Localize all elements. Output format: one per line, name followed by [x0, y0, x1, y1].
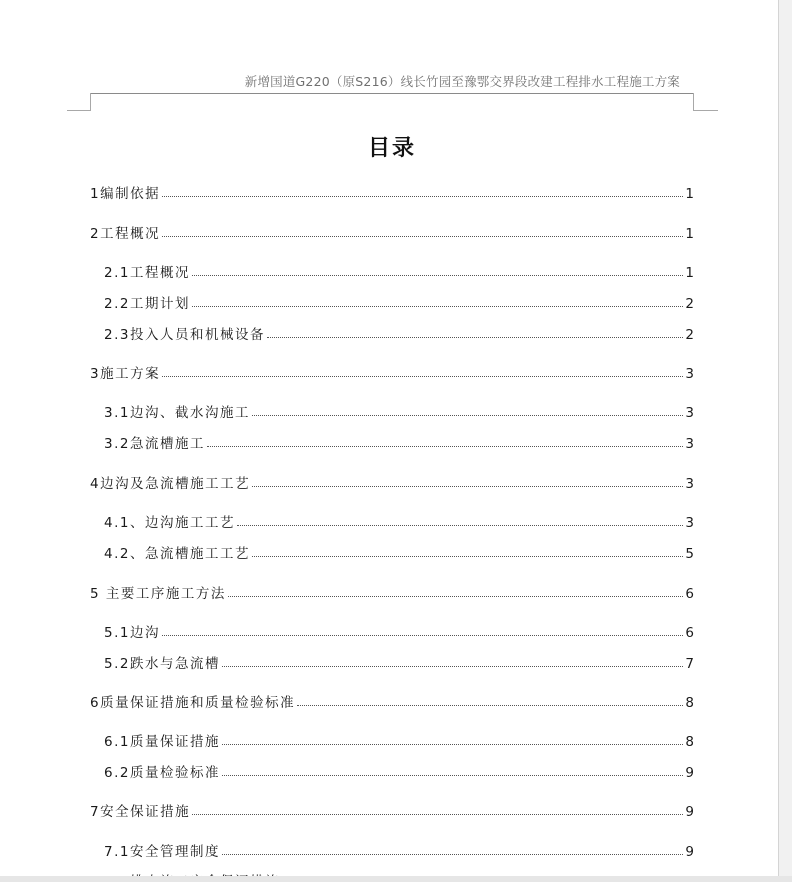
toc-dot-leader — [252, 414, 683, 416]
toc-entry-label: 2.2工期计划 — [104, 296, 190, 312]
toc-dot-leader — [252, 485, 683, 487]
toc-entry-page-number: 9 — [685, 765, 694, 781]
toc-entry[interactable] — [90, 362, 694, 382]
toc-entry[interactable] — [104, 401, 694, 421]
toc-entry-label: 7安全保证措施 — [90, 804, 191, 820]
toc-entry-label: 2.3投入人员和机械设备 — [104, 327, 265, 343]
toc-dot-leader — [207, 445, 683, 447]
toc-entry-label: 4边沟及急流槽施工工艺 — [90, 476, 251, 492]
toc-dot-leader — [222, 853, 683, 855]
toc-dot-leader — [228, 595, 684, 597]
toc-entry[interactable] — [104, 261, 694, 281]
toc-entry-label: 6.1质量保证措施 — [104, 734, 220, 750]
crop-mark-left-vertical — [90, 93, 91, 111]
toc-entry-page-number: 7 — [685, 656, 694, 672]
toc-dot-leader — [252, 555, 683, 557]
toc-entry-page-number: 6 — [685, 625, 694, 641]
toc-dot-leader — [192, 274, 683, 276]
toc-entry[interactable] — [104, 542, 694, 562]
toc-entry-page-number: 9 — [685, 804, 694, 820]
toc-entry-page-number: 9 — [685, 844, 694, 860]
toc-entry-page-number: 1 — [685, 265, 694, 281]
toc-dot-leader — [192, 813, 683, 815]
toc-entry[interactable] — [90, 582, 694, 602]
toc-entry[interactable] — [104, 432, 694, 452]
toc-dot-leader — [162, 195, 683, 197]
toc-entry-page-number: 6 — [685, 586, 694, 602]
toc-entry-label: 1编制依据 — [90, 186, 161, 202]
toc-entry[interactable] — [104, 730, 694, 750]
toc-entry[interactable] — [104, 292, 694, 312]
running-header: 新增国道G220（原S216）线长竹园至豫鄂交界段改建工程排水工程施工方案 — [244, 74, 680, 89]
toc-dot-leader — [162, 235, 683, 237]
toc-entry[interactable] — [104, 621, 694, 641]
toc-dot-leader — [222, 774, 683, 776]
toc-dot-leader — [162, 375, 683, 377]
toc-dot-leader — [297, 704, 683, 706]
toc-entry-page-number: 2 — [685, 327, 694, 343]
toc-entry-page-number: 5 — [685, 546, 694, 562]
toc-dot-leader — [162, 634, 683, 636]
toc-entry[interactable] — [104, 511, 694, 531]
toc-entry-page-number: 3 — [685, 476, 694, 492]
toc-dot-leader — [222, 665, 683, 667]
toc-entry[interactable] — [104, 652, 694, 672]
toc-entry-page-number: 2 — [685, 296, 694, 312]
toc-entry-label: 5 主要工序施工方法 — [90, 586, 226, 602]
toc-entry-page-number: 3 — [685, 405, 694, 421]
crop-mark-right-horizontal — [694, 110, 718, 111]
toc-entry-label: 5.2跌水与急流槽 — [104, 656, 220, 672]
toc-entry-label: 2工程概况 — [90, 226, 161, 242]
toc-entry-label: 3.1边沟、截水沟施工 — [104, 405, 250, 421]
toc-entry-page-number: 1 — [685, 186, 694, 202]
toc-entry[interactable] — [90, 472, 694, 492]
toc-entry-label: 6质量保证措施和质量检验标准 — [90, 695, 296, 711]
toc-entry-label: 3.2急流槽施工 — [104, 436, 205, 452]
toc-entry-label: 7.1安全管理制度 — [104, 844, 220, 860]
toc-entry-label: 5.1边沟 — [104, 625, 160, 641]
toc-entry[interactable] — [90, 691, 694, 711]
toc-entry-page-number: 3 — [685, 366, 694, 382]
toc-entry[interactable] — [90, 222, 694, 242]
toc-dot-leader — [222, 743, 683, 745]
toc-entry[interactable] — [90, 800, 694, 820]
toc-entry-label: 4.1、边沟施工工艺 — [104, 515, 235, 531]
toc-dot-leader — [267, 336, 683, 338]
toc-entry-label: 2.1工程概况 — [104, 265, 190, 281]
crop-mark-left-horizontal — [67, 110, 91, 111]
crop-mark-right-vertical — [693, 93, 694, 111]
toc-entry[interactable] — [104, 323, 694, 343]
toc-entry-label: 6.2质量检验标准 — [104, 765, 220, 781]
toc-entry[interactable] — [90, 182, 694, 202]
page-bottom-edge — [0, 876, 792, 882]
toc-entry-page-number: 8 — [685, 734, 694, 750]
toc-entry-label: 3施工方案 — [90, 366, 161, 382]
header-rule — [90, 93, 694, 94]
toc-entry[interactable] — [104, 761, 694, 781]
toc-entry-page-number: 1 — [685, 226, 694, 242]
toc-entry-page-number: 3 — [685, 436, 694, 452]
toc-dot-leader — [237, 524, 683, 526]
toc-entry-page-number: 8 — [685, 695, 694, 711]
toc-title: 目录 — [367, 136, 416, 161]
toc-entry-label: 4.2、急流槽施工工艺 — [104, 546, 250, 562]
toc-entry[interactable] — [104, 840, 694, 860]
toc-dot-leader — [192, 305, 683, 307]
toc-entry-page-number: 3 — [685, 515, 694, 531]
